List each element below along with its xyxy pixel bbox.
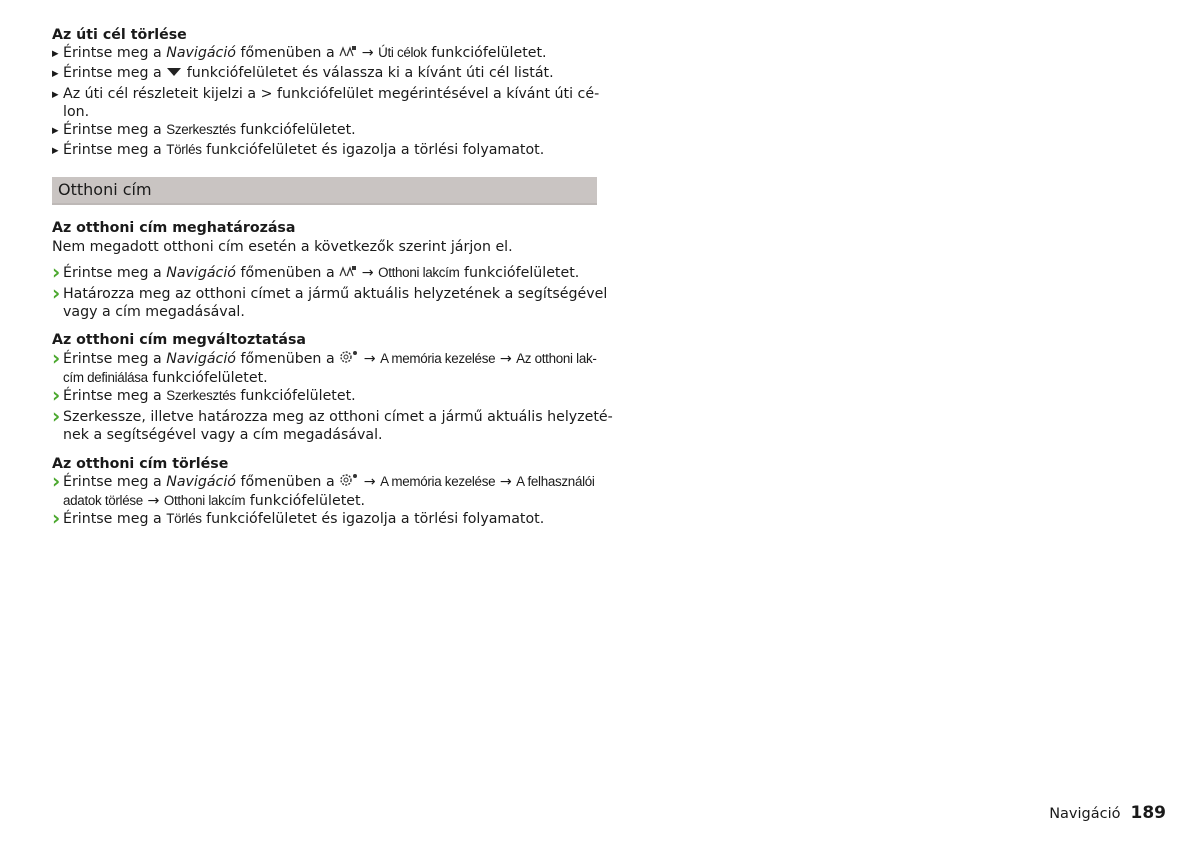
arrow-symbol: → <box>359 350 381 367</box>
step-item <box>52 473 597 510</box>
step-text: Érintse meg a <box>63 45 167 62</box>
menu-name: Navigáció <box>166 45 236 62</box>
step-text: vagy a cím megadásával. <box>63 304 245 321</box>
function-key-label: adatok törlése <box>63 493 143 509</box>
step-item <box>52 64 597 84</box>
settings-gear-icon <box>339 353 359 366</box>
subsection-title-delete-destination: Az úti cél törlése <box>52 27 187 43</box>
step-text: Érintse meg a <box>63 388 167 405</box>
step-text: funkciófelületet. <box>459 264 580 281</box>
step-text: főmenüben a <box>235 473 340 490</box>
menu-name: Navigáció <box>166 350 236 367</box>
step-text: főmenüben a <box>235 45 340 62</box>
step-text: nek a segítségével vagy a cím megadásával. <box>63 427 383 444</box>
step-text: Érintse meg a <box>63 65 167 82</box>
step-text: Érintse meg a <box>63 142 167 159</box>
step-text: funkciófelületet. <box>235 122 356 139</box>
chevron-bullet-icon <box>52 510 63 531</box>
step-text: Érintse meg a <box>63 511 167 528</box>
triangle-bullet-icon <box>52 44 63 64</box>
function-key-label: Otthoni lakcím <box>378 264 460 280</box>
subsection-title-delete-home: Az otthoni cím törlése <box>52 455 229 472</box>
step-text: Érintse meg a <box>63 264 167 281</box>
menu-name: Navigáció <box>166 473 236 490</box>
function-key-label: Otthoni lakcím <box>163 493 246 509</box>
navigation-options-icon <box>339 47 357 60</box>
step-text: funkciófelületet. <box>147 369 268 386</box>
page-number: 189 <box>1130 803 1166 823</box>
step-text: Érintse meg a <box>63 350 167 367</box>
page-footer <box>1049 803 1166 823</box>
step-item <box>52 285 608 321</box>
step-item <box>52 510 597 531</box>
step-item <box>52 44 597 64</box>
step-text: Az úti cél részleteit kijelzi a > funkciófelület megérintésével a kívánt úti cé- <box>63 85 600 102</box>
function-key-label: A felhasználói <box>516 473 595 489</box>
step-item <box>52 350 597 387</box>
chevron-bullet-icon <box>52 473 63 494</box>
step-text: lon. <box>63 103 90 120</box>
step-text: főmenüben a <box>235 264 340 281</box>
step-text: főmenüben a <box>235 350 340 367</box>
step-item <box>52 408 613 444</box>
chevron-bullet-icon <box>52 350 63 371</box>
chevron-bullet-icon <box>52 408 63 429</box>
triangle-bullet-icon <box>52 64 63 84</box>
step-item <box>52 85 600 121</box>
function-key-label: Törlés <box>166 511 202 527</box>
arrow-symbol: → <box>357 45 379 62</box>
step-text: funkciófelületet. <box>426 45 547 62</box>
step-text: Szerkessze, illetve határozza meg az otthoni címet a jármű aktuális helyzeté- <box>63 409 613 426</box>
function-key-label: Szerkesztés <box>166 388 236 404</box>
step-item <box>52 387 597 408</box>
subsection-title-change-home: Az otthoni cím megváltoztatása <box>52 332 306 349</box>
chapter-name: Navigáció <box>1049 806 1121 822</box>
function-key-label: Úti célok <box>378 45 427 61</box>
triangle-bullet-icon <box>52 121 63 141</box>
arrow-symbol: → <box>142 493 164 510</box>
menu-name: Navigáció <box>166 264 236 281</box>
content-column <box>52 26 613 531</box>
arrow-symbol: → <box>359 473 381 490</box>
triangle-bullet-icon <box>52 141 63 161</box>
triangle-bullet-icon <box>52 85 63 105</box>
function-key-label: A memória kezelése <box>380 473 496 489</box>
step-text: funkciófelületet. <box>245 493 366 510</box>
function-key-label: A memória kezelése <box>380 350 496 366</box>
arrow-symbol: → <box>495 473 517 490</box>
step-text: funkciófelületet és válassza ki a kívánt úti cél listát. <box>182 65 554 82</box>
chevron-bullet-icon <box>52 285 63 306</box>
function-key-label: Az otthoni lak- <box>516 350 597 366</box>
navigation-options-icon <box>339 267 357 280</box>
intro-text: Nem megadott otthoni cím esetén a következők szerint járjon el. <box>52 238 513 255</box>
step-item <box>52 121 597 141</box>
step-text: funkciófelületet és igazolja a törlési folyamatot. <box>201 142 545 159</box>
step-text: Határozza meg az otthoni címet a jármű aktuális helyzetének a segítségével <box>63 286 608 303</box>
step-text: funkciófelületet. <box>235 388 356 405</box>
function-key-label: Szerkesztés <box>166 122 236 138</box>
subsection-title-define-home: Az otthoni cím meghatározása <box>52 220 296 237</box>
settings-gear-icon <box>339 476 359 489</box>
step-text: Érintse meg a <box>63 122 167 139</box>
step-item <box>52 141 597 161</box>
triangle-down-icon <box>166 65 182 81</box>
function-key-label: Törlés <box>166 142 202 158</box>
arrow-symbol: → <box>357 264 379 281</box>
step-text: funkciófelületet és igazolja a törlési folyamatot. <box>201 511 545 528</box>
arrow-symbol: → <box>495 350 517 367</box>
step-text: Érintse meg a <box>63 473 167 490</box>
function-key-label: cím definiálása <box>63 369 148 385</box>
step-item <box>52 264 597 285</box>
section-header: Otthoni cím <box>52 177 597 205</box>
